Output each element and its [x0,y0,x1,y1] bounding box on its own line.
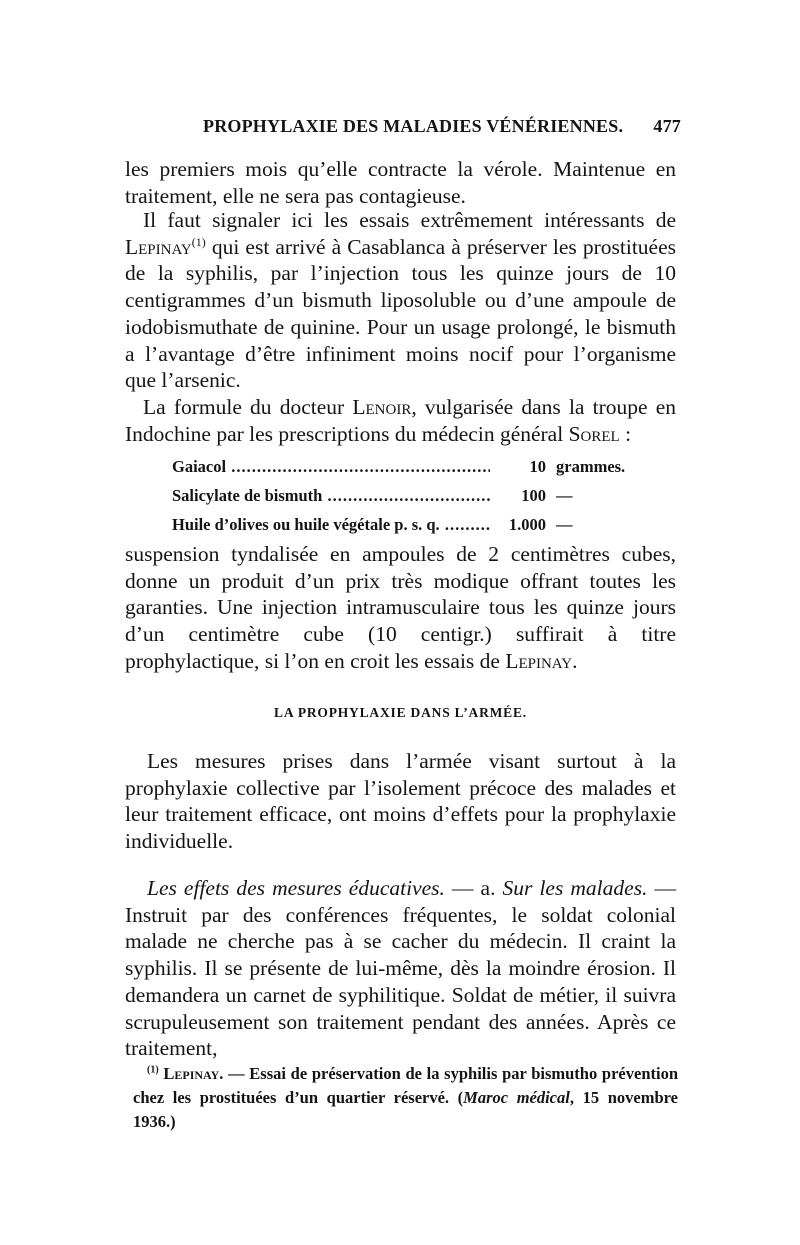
formula-row [172,481,632,510]
formula-row [172,510,632,539]
formula-unit: — [556,486,573,505]
paragraph-2-intro: Il faut signaler ici les essais extrêmement intéressants de [143,208,676,232]
author-lenoir: Lenoir [352,395,412,419]
paragraph-6-text: — Instruit par des conférences fréquentes, le soldat colonial malade ne cherche pas à se cacher du médecin. Il craint la syphilis. Il se présente de lui-même, dès la moindre érosion. Il demandera un carnet de syphilitique. Soldat de métier, il suivra scrupuleusement son traitement pendant des années. Après ce traitement, [125,876,676,1061]
footnote-text: . — Essai de préservation de la syphilis par bismutho prévention chez les prostituées d’un quartier réservé. ( [133,1064,679,1107]
section-heading: LA PROPHYLAXIE DANS L’ARMÉE. [274,705,527,720]
formula-quantity: 100 [521,486,546,505]
formula-ingredient: Gaiacol ..... [172,452,490,481]
paragraph-1: les premiers mois qu’elle contracte la vérole. Maintenue en traitement, elle ne sera pas contagieuse. [125,157,676,208]
author-lepinay: Lepinay [505,648,573,673]
formula-quantity: 10 [529,457,546,476]
footnote-journal: Maroc médical [463,1088,570,1107]
formula-unit: — [556,515,573,534]
formula-ingredient: Salicylate de bismuth ..... [172,481,490,510]
formula-unit: grammes. [556,457,626,476]
page-number: 477 [653,116,681,136]
paragraph-2-rest: qui est arrivé à Casablanca à préserver les prostituées de la syphilis, par l’injection tous les quinze jours de 10 centigrammes d’un bismuth liposoluble ou d’une ampoule de iodobismuthate de quinine. Pour un usage prolongé, le bismuth a l’avantage d’être infiniment moins nocif pour l’organisme que l’arsenic. [125,234,676,393]
paragraph-5: Les mesures prises dans l’armée visant surtout à la prophylaxie collective par l’isolement précoce des malades et leur traitement efficace, ont moins d’effets pour la prophylaxie individuelle. [125,749,676,854]
subsection-title: Les effets des mesures éducatives. [147,876,445,900]
footnote-marker: (1) [147,1064,159,1076]
author-sorel: Sorel [568,421,620,446]
paragraph-6 [125,875,676,1062]
subsection-subtitle: Sur les malades. [502,876,648,900]
formula-ingredient: Huile d’olives ou huile végétale p. s. q. ..... [172,510,490,539]
paragraph-4-end: . [572,648,578,673]
formula-row [172,452,632,481]
paragraph-2 [125,207,676,394]
paragraph-3-c: , vulgarisée dans la troupe en Indochine par les prescriptions du médecin général [125,395,677,446]
formula-table [172,452,632,539]
footnote-end: , 15 novembre 1936.) [133,1088,678,1131]
paragraph-6-dash: — a. [444,876,503,900]
paragraph-4-text: suspension tyndalisée en ampoules de 2 centimètres cubes, donne un produit d’un prix très modique offrant toutes les garanties. Une injection intramusculaire tous les quinze jours d’un centimètre cube (10 centigr.) suffirait à titre prophylactique, si l’on en croit les essais de [125,542,676,673]
paragraph-3-a: La formule du docteur [143,395,345,419]
formula-quantity: 1.000 [508,515,546,534]
footnote [133,1062,678,1134]
author-lepinay: Lepinay [125,234,192,259]
footnote-author: Lepinay [163,1064,220,1083]
running-head-title: PROPHYLAXIE DES MALADIES VÉNÉRIENNES. [203,116,624,136]
paragraph-3-e: : [625,421,632,446]
paragraph-4 [125,541,676,675]
paragraph-3 [125,394,676,447]
footnote-reference: (1) [191,234,206,249]
